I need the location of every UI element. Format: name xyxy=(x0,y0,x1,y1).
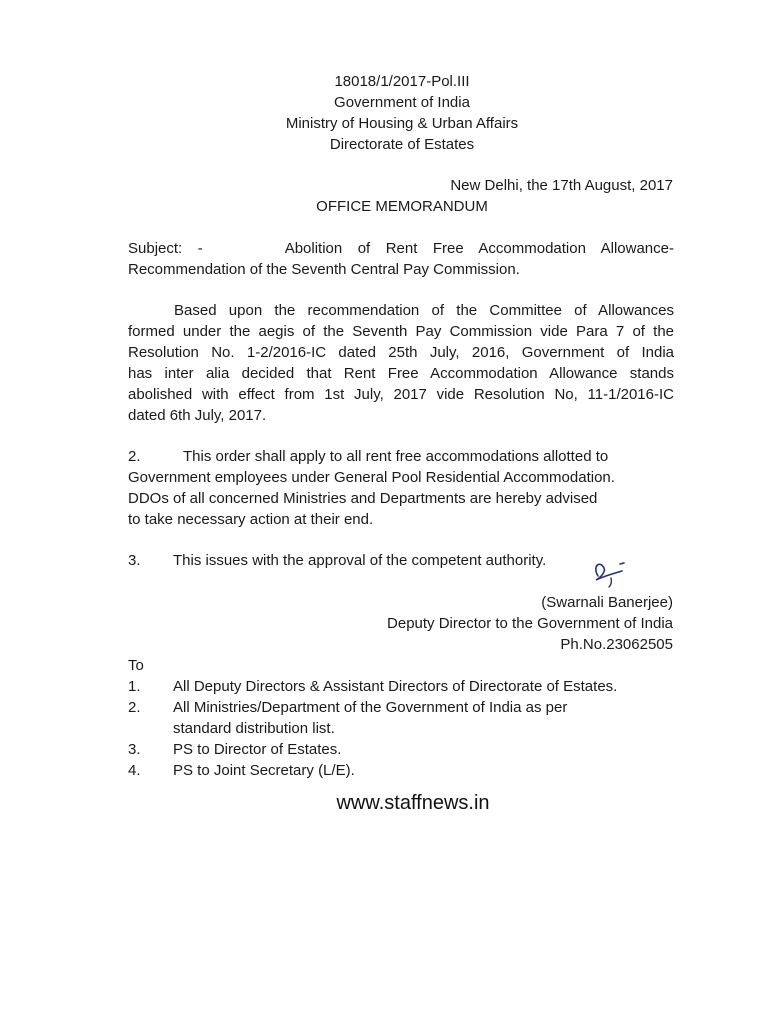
to-label: To xyxy=(128,657,144,674)
para1-line-6: dated 6th July, 2017. xyxy=(128,407,267,424)
para2-line-2: Government employees under General Pool Residential Accommodation. xyxy=(128,469,615,486)
signatory-phone: Ph.No.23062505 xyxy=(560,636,673,653)
dist-item-1-number: 1. xyxy=(128,678,141,695)
subject-line-2: Recommendation of the Seventh Central Pay Commission. xyxy=(128,261,520,278)
memo-title: OFFICE MEMORANDUM xyxy=(316,198,488,215)
para2-number: 2. xyxy=(128,448,141,465)
para1-line-4: has inter alia decided that Rent Free Accommodation Allowance stands xyxy=(128,365,674,382)
subject-line-1 xyxy=(128,238,674,259)
ministry-name: Ministry of Housing & Urban Affairs xyxy=(285,115,519,132)
para1-line-3: Resolution No. 1-2/2016-IC dated 25th July, 2016, Government of India xyxy=(128,344,674,361)
subject-label: Subject: - xyxy=(128,240,203,257)
dist-item-4-number: 4. xyxy=(128,762,141,779)
dist-item-2-text-1: All Ministries/Department of the Government of India as per xyxy=(173,699,568,716)
para2-line-4: to take necessary action at their end. xyxy=(128,511,374,528)
para1-line-1: Based upon the recommendation of the Committee of Allowances xyxy=(174,302,674,319)
para3-number: 3. xyxy=(128,552,141,569)
para3-text: This issues with the approval of the competent authority. xyxy=(173,552,547,569)
file-number: 18018/1/2017-Pol.III xyxy=(334,73,470,90)
dist-item-4-text: PS to Joint Secretary (L/E). xyxy=(173,762,355,779)
dist-item-2-number: 2. xyxy=(128,699,141,716)
para1-line-2: formed under the aegis of the Seventh Pay Commission vide Para 7 of the xyxy=(128,323,674,340)
para2-line-3: DDOs of all concerned Ministries and Departments are hereby advised xyxy=(128,490,598,507)
website-watermark: www.staffnews.in xyxy=(336,792,490,814)
date-line: New Delhi, the 17th August, 2017 xyxy=(450,177,673,194)
signatory-designation: Deputy Director to the Government of India xyxy=(387,615,673,632)
subject-text-1: Abolition of Rent Free Accommodation Allowance- xyxy=(284,240,674,257)
para1-line-5: abolished with effect from 1st July, 2017 vide Resolution No, 11-1/2016-IC xyxy=(128,386,674,403)
dist-item-3-number: 3. xyxy=(128,741,141,758)
directorate-name: Directorate of Estates xyxy=(329,136,475,153)
dist-item-3-text: PS to Director of Estates. xyxy=(173,741,342,758)
signatory-name: (Swarnali Banerjee) xyxy=(541,594,673,611)
government-name: Government of India xyxy=(334,94,470,111)
dist-item-2-text-2: standard distribution list. xyxy=(173,720,335,737)
signature-mark xyxy=(578,558,634,588)
dist-item-1-text: All Deputy Directors & Assistant Directors of Directorate of Estates. xyxy=(173,678,618,695)
para2-line-1: This order shall apply to all rent free accommodations allotted to xyxy=(183,448,609,465)
